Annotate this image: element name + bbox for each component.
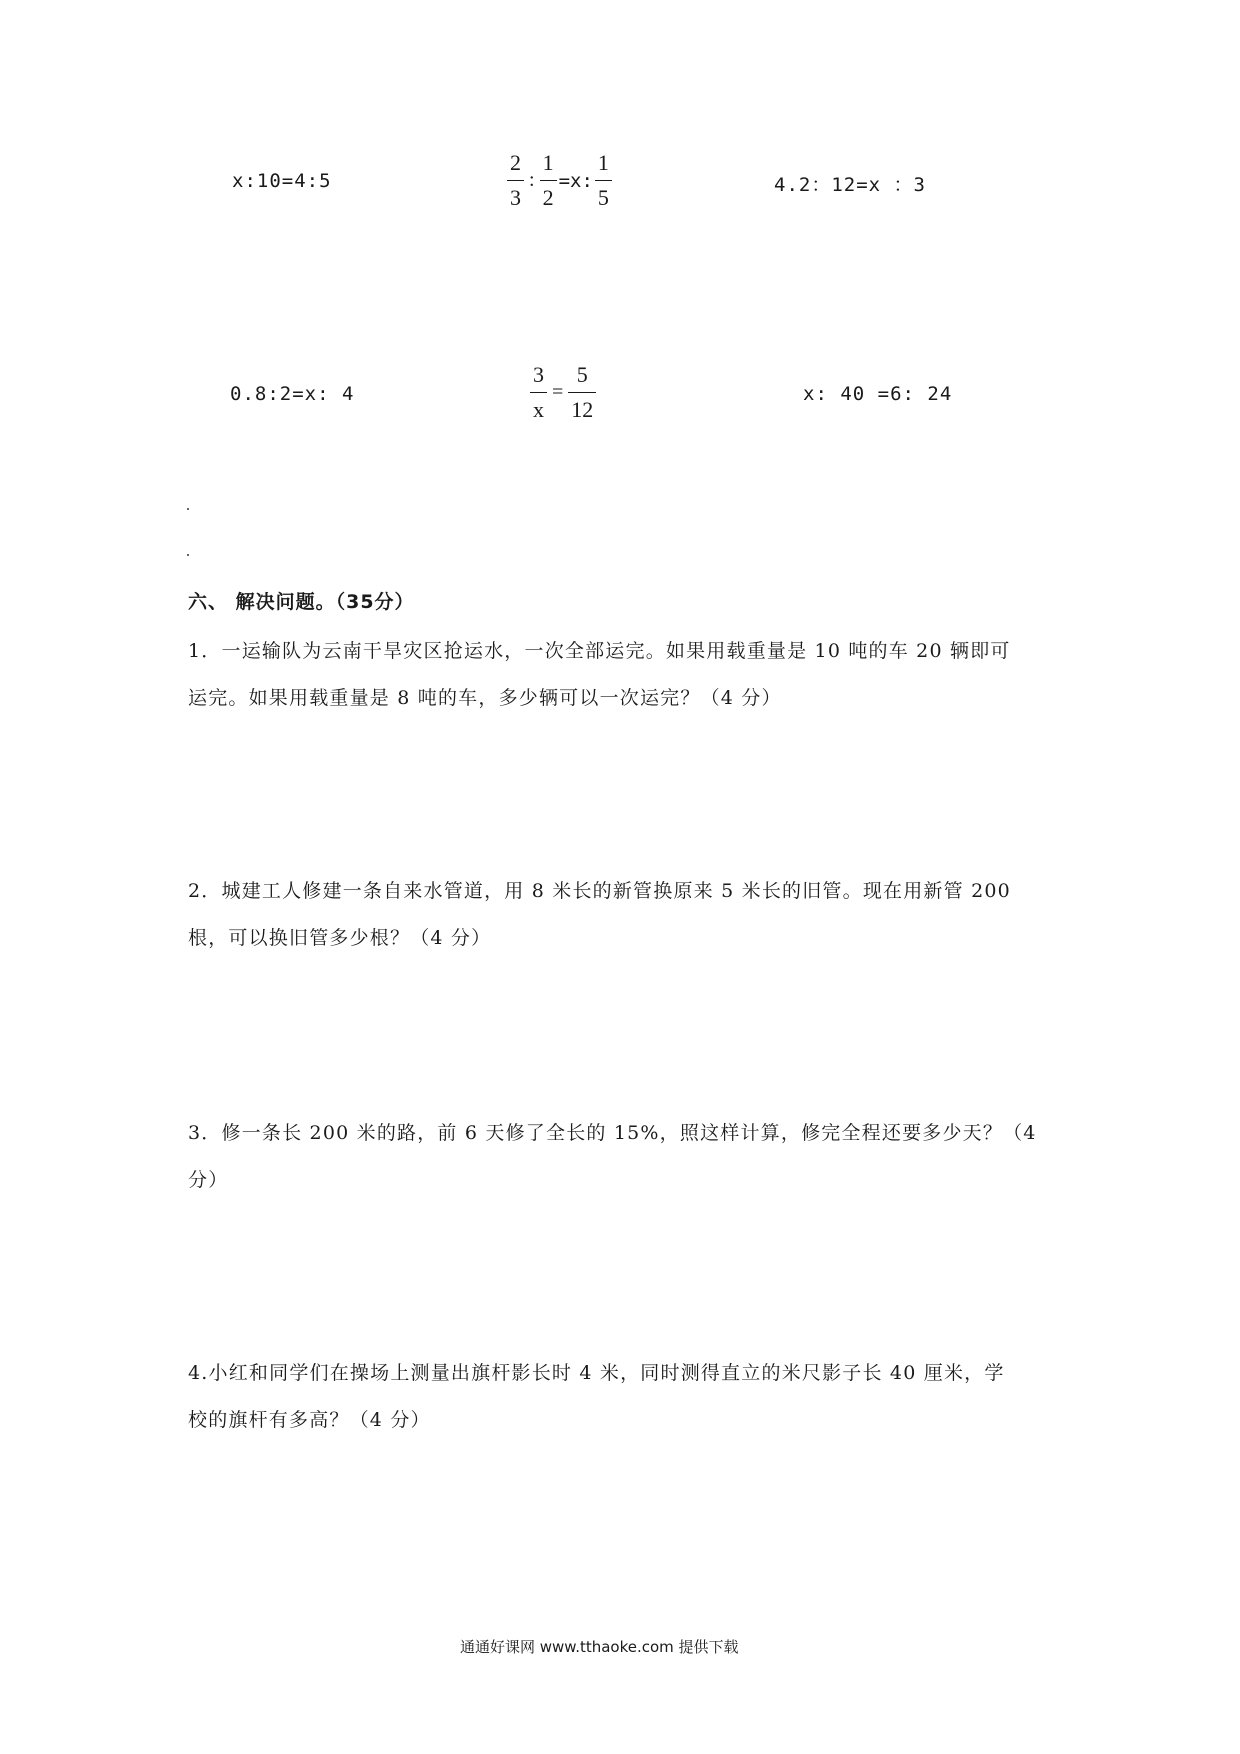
problem-text: 根，可以换旧管多少根？（4 分） [188, 927, 492, 949]
denominator: x [533, 397, 544, 422]
ratio-sign: : [529, 169, 535, 191]
denominator: 2 [542, 185, 554, 210]
numerator: 2 [510, 150, 521, 175]
numerator: 1 [542, 150, 554, 175]
problem-text: 3．修一条长 200 米的路，前 6 天修了全长的 15%，照这样计算，修完全程还要多少天？（4 [188, 1122, 1037, 1144]
numerator: 5 [576, 362, 588, 387]
problem-1 [188, 628, 1011, 722]
denominator: 12 [571, 397, 594, 422]
problem-2 [188, 868, 1011, 962]
equation-1: x:10=4:5 [232, 170, 332, 192]
fraction [568, 362, 596, 423]
equation-3: 4.2：12=x ：3 [774, 174, 926, 196]
problem-text: 校的旗杆有多高？（4 分） [188, 1409, 431, 1431]
section-title: 六、 解决问题。（35分） [188, 591, 415, 613]
equation-text: =x: [558, 169, 593, 192]
footer-text: 通通好课网 www.tthaoke.com 提供下载 [460, 1638, 739, 1656]
problem-text: 运完。如果用载重量是 8 吨的车，多少辆可以一次运完？（4 分） [188, 687, 782, 709]
numerator: 1 [597, 150, 609, 175]
fraction [540, 150, 557, 211]
problem-text: 分） [188, 1169, 229, 1191]
problem-4 [188, 1350, 1005, 1444]
equation-5 [528, 362, 598, 423]
fraction [507, 150, 524, 211]
fraction [595, 150, 612, 211]
problem-text: 1．一运输队为云南干旱灾区抢运水，一次全部运完。如果用载重量是 10 吨的车 20 辆即可 [188, 640, 1011, 662]
equation-2 [505, 150, 614, 211]
scan-mark [187, 508, 189, 510]
problem-text: 2．城建工人修建一条自来水管道，用 8 米长的新管换原来 5 米长的旧管。现在用新管 200 [188, 880, 1011, 902]
equals-sign: = [552, 381, 564, 403]
equation-4: 0.8:2=x: 4 [230, 383, 355, 405]
problem-3 [188, 1110, 1037, 1204]
numerator: 3 [533, 362, 544, 387]
denominator: 3 [510, 185, 521, 210]
fraction [530, 362, 547, 423]
denominator: 5 [597, 185, 609, 210]
scan-mark [187, 554, 189, 556]
problem-text: 4.小红和同学们在操场上测量出旗杆影长时 4 米，同时测得直立的米尺影子长 40 厘米，学 [188, 1362, 1005, 1384]
equation-6: x: 40 =6: 24 [803, 383, 953, 405]
